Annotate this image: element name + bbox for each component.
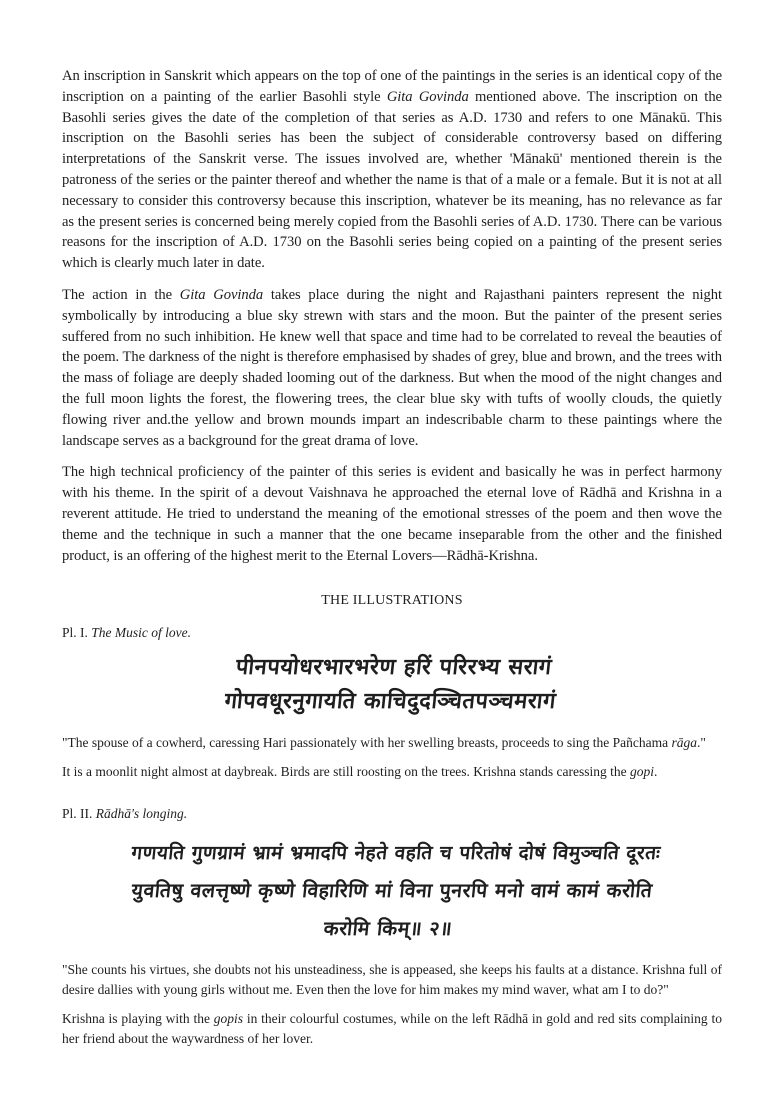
inscription-line: गणयति गुणग्रामं भ्रामं भ्रमादपि नेहते वहति च परितोषं दोषं विमुञ्चति दूरतः (130, 842, 662, 865)
plate-2-description (62, 1009, 722, 1048)
gopi-term: gopi (630, 763, 655, 779)
gita-govinda-title: Gita Govinda (386, 88, 469, 105)
description-text: It is a moonlit night almost at daybreak. Birds are still roosting on the trees. Krishna stands caressing the (62, 763, 631, 779)
quote-end: ." (696, 735, 706, 751)
inscription-line: गोपवधूरनुगायति काचिदुदञ्चितपञ्चमरागं (223, 689, 558, 715)
raga-term: rāga (671, 735, 697, 751)
plate-2-sanskrit-inscription (56, 834, 728, 948)
plate-2-title: Rādhā's longing. (95, 806, 188, 822)
plate-2-quote: "She counts his virtues, she doubts not his unsteadiness, she is appeased, she keeps his faults at a distance. Krishna full of desire dallies with young girls without me. Even then the love for him makes my mind waver, what am I to do?" (62, 962, 722, 997)
paragraph-2-text-cont: takes place during the night and Rajasthani painters represent the night symbolically by introducing a blue sky strewn with stars and the moon. But the painter of the present series suffered from no such inhibition. He knew well that space and time had to be correlated to reveal the beauties of the poem. The darkness of the night is therefore emphasised by shades of grey, blue and brown, and the trees with the mass of foliage are deeply shaded looming out of the darkness. But when the mood of the night changes and the full moon lights the forest, the flowering trees, the clear blue sky with tufts of woolly clouds, the quietly flowing river and.the yellow and brown mounds impart an indescribable charm to these paintings where the landscape serves as a background for the great drama of love. (62, 286, 722, 449)
gopis-term: gopis (213, 1011, 244, 1027)
paragraph-1-text: An inscription in Sanskrit which appears on the top of one of the paintings in the series is an identical copy of the inscription on a painting of the earlier Basohli style (62, 68, 722, 105)
gita-govinda-title: Gita Govinda (179, 286, 264, 303)
section-heading: THE ILLUSTRATIONS (321, 593, 463, 609)
plate-1-description (62, 762, 722, 782)
paragraph-night (62, 285, 722, 451)
plate-2-label (62, 806, 722, 822)
paragraph-2-text: The action in the (62, 286, 180, 303)
description-end: in their colourful costumes, while on the left Rādhā in gold and red sits complaining to her friend about the waywardness of her lover. (62, 1011, 722, 1046)
plate-1-sanskrit-inscription (58, 651, 725, 719)
paragraph-1-text-cont: mentioned above. The inscription on the Basohli series gives the date of the completion of that series as A.D. 1730 and refers to one Mānakū. This inscription on the Basohli series has been the subject of considerable controversy based on differing interpretations of the Sanskrit verse. The issues involved are, whether 'Mānakū' mentioned therein is the patroness of the series or the painter thereof and whether the name is that of a male or a female. But it is not at all necessary to consider this controversy because this inscription, whatever be its meaning, has no relevance as far as the present series is concerned being merely copied from the Basohli series of A.D. 1730. There can be various reasons for the inscription of A.D. 1730 on the Basohli series being copied on a painting of the present series which is clearly much later in date. (62, 88, 722, 272)
plate-1-label (62, 625, 722, 641)
plate-2 (62, 806, 722, 1048)
plate-1 (62, 625, 722, 781)
document-page (62, 66, 722, 1048)
quote-text: "The spouse of a cowherd, caressing Hari passionately with her swelling breasts, proceeds to sing the Pañchama (62, 735, 672, 751)
plate-1-title: The Music of love. (91, 625, 191, 641)
inscription-line: करोमि किम्॥ २॥ (322, 917, 454, 941)
paragraph-proficiency: The high technical proficiency of the painter of this series is evident and basically he was in perfect harmony with his theme. In the spirit of a devout Vaishnava he approached the eternal love of Rādhā and Krishna in a reverent attitude. He tried to understand the meaning of the emotional stresses of the poem and then wove the theme and the technique in such a manner that the one became inseparable from the other and the finished product, is an offering of the highest merit to the Eternal Lovers—Rādhā-Krishna. (62, 464, 722, 564)
description-end: . (654, 763, 658, 779)
plate-1-quote (62, 733, 722, 753)
paragraph-inscription (62, 66, 722, 274)
plate-2-number: Pl. II. (62, 806, 96, 822)
inscription-line: पीनपयोधरभारभरेण हरिं परिरभ्य सरागं (234, 655, 554, 681)
description-text: Krishna is playing with the (62, 1011, 214, 1027)
plate-1-number: Pl. I. (62, 625, 92, 641)
inscription-line: युवतिषु वलत्तृष्णे कृष्णे विहारिणि मां विना पुनरपि मनो वामं कामं करोति (130, 879, 654, 903)
